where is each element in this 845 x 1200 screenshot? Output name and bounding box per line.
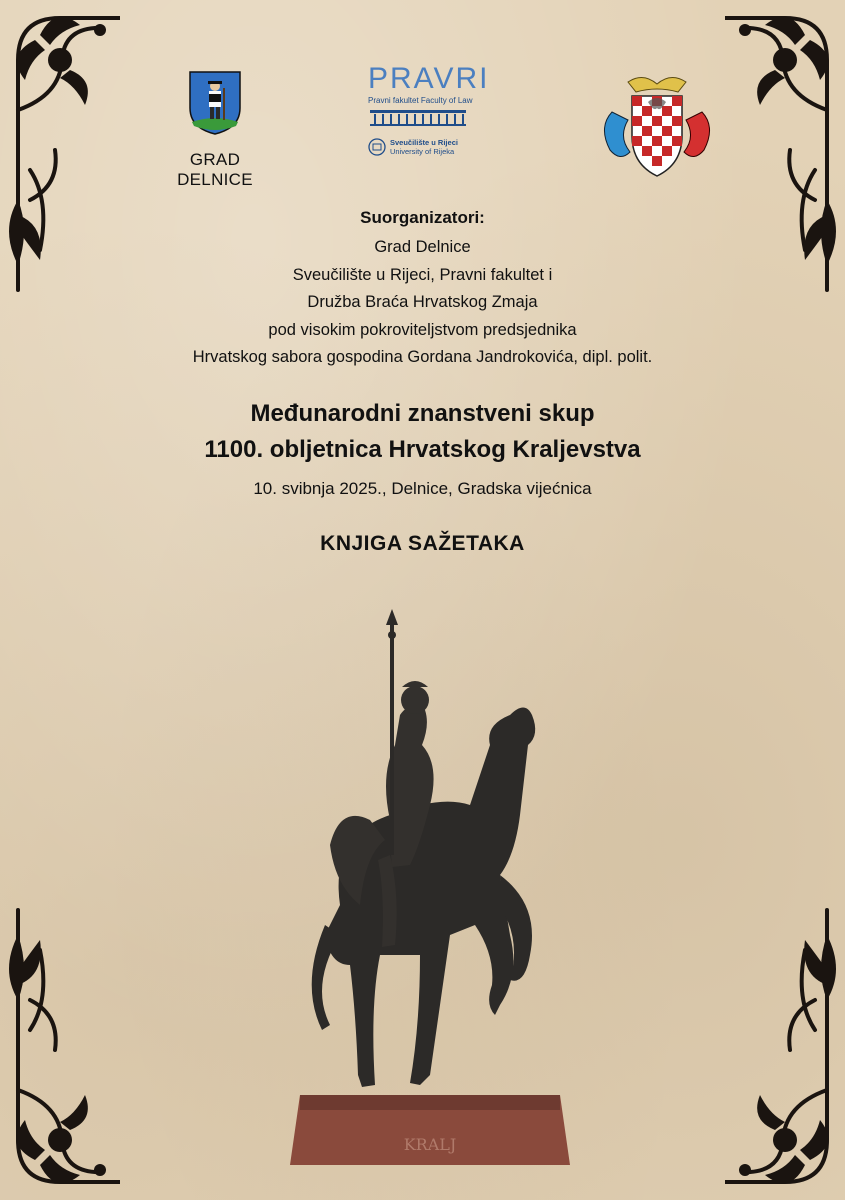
- conference-date-place: 10. svibnja 2025., Delnice, Gradska vijećnica: [253, 479, 592, 498]
- conference-title: [0, 396, 845, 468]
- uniri-name-en: University of Rijeka: [390, 147, 455, 156]
- university-seal-icon: [368, 138, 386, 156]
- corner-ornament-bottom-right: [725, 900, 845, 1200]
- dragon-coat-of-arms-icon: [598, 72, 716, 184]
- organizer-line: Hrvatskog sabora gospodina Gordana Jandrokovića, dipl. polit.: [192, 348, 653, 366]
- organizer-line: Sveučilište u Rijeci, Pravni fakultet i: [292, 265, 553, 284]
- delnice-caption: GRAD DELNICE: [177, 150, 253, 189]
- organizer-line: Družba Braća Hrvatskog Zmaja: [307, 293, 538, 311]
- plinth-inscription: KRALJ: [403, 1135, 457, 1154]
- conference-title-line2: 1100. obljetnica Hrvatskog Kraljevstva: [204, 436, 641, 463]
- organizer-line: pod visokim pokroviteljstvom predsjednika: [268, 320, 577, 339]
- uniri-logo: [368, 138, 480, 156]
- organizers-list: [0, 234, 845, 372]
- book-of-abstracts-title: KNJIGA SAŽETAKA: [320, 532, 525, 555]
- conference-title-line1: Međunarodni znanstveni skup: [250, 400, 595, 427]
- uniri-name: Sveučilište u Rijeci: [390, 138, 458, 147]
- corner-ornament-bottom-left: [0, 900, 120, 1200]
- organizers-title: Suorganizatori:: [360, 208, 485, 227]
- pravri-wordmark: PRAVRI: [368, 62, 490, 95]
- pravri-subtitle: Pravni fakultet Faculty of Law: [368, 96, 473, 105]
- druzba-coat-of-arms: [598, 72, 716, 189]
- delnice-coat-of-arms-icon: [188, 70, 242, 136]
- equestrian-statue-image: [270, 605, 590, 1165]
- faculty-building-icon: [368, 108, 468, 128]
- grad-delnice-logo: [150, 70, 280, 190]
- pravri-logo: [368, 62, 490, 156]
- organizer-line: Grad Delnice: [374, 238, 471, 256]
